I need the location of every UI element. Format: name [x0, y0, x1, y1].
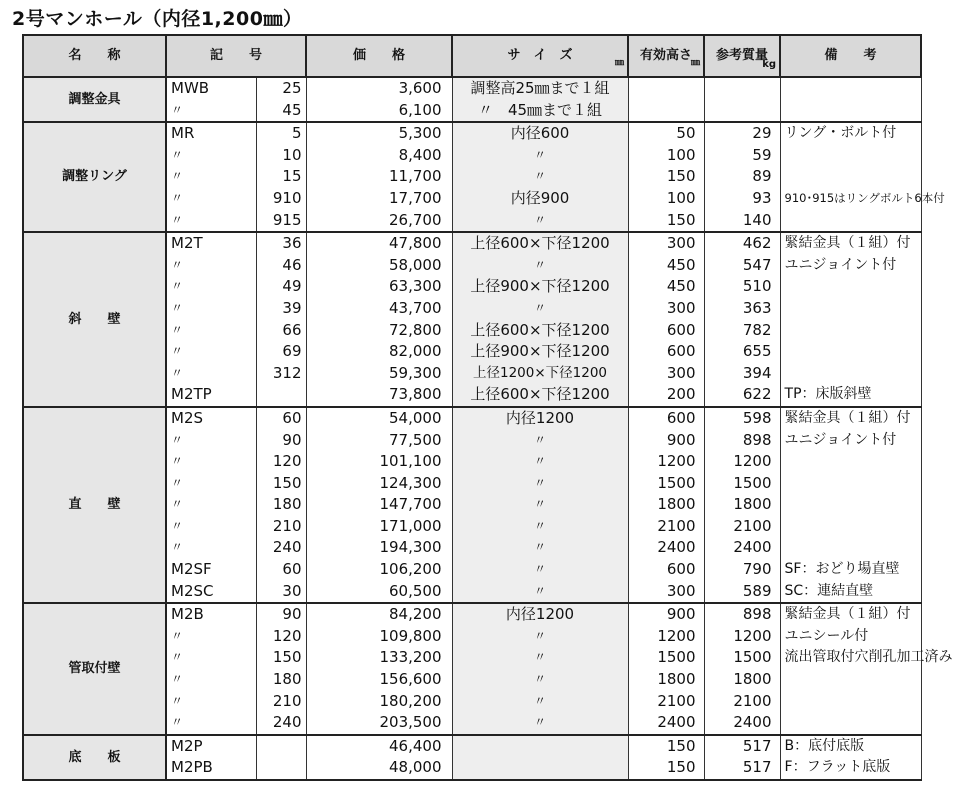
group-name: 底 板 — [23, 735, 166, 780]
size-cell: 〃 — [452, 712, 628, 735]
code-number-cell: 45 — [256, 100, 306, 123]
code-cell: M2T — [166, 232, 256, 255]
size-cell: 〃 — [452, 145, 628, 167]
note-cell — [780, 691, 921, 713]
weight-cell: 898 — [704, 430, 780, 452]
height-cell: 300 — [628, 298, 704, 320]
height-cell: 1200 — [628, 626, 704, 648]
price-cell: 5,300 — [306, 122, 452, 145]
code-number-cell: 15 — [256, 166, 306, 188]
height-cell: 600 — [628, 407, 704, 430]
page-title: 2号マンホール（内径1,200㎜） — [12, 8, 303, 30]
price-cell: 124,300 — [306, 473, 452, 495]
code-number-cell: 120 — [256, 451, 306, 473]
code-cell: 〃 — [166, 320, 256, 342]
table-row — [23, 603, 921, 626]
code-cell: M2B — [166, 603, 256, 626]
code-number-cell: 90 — [256, 603, 306, 626]
height-cell — [628, 77, 704, 100]
code-number-cell: 46 — [256, 255, 306, 277]
code-cell: M2P — [166, 735, 256, 758]
price-cell: 54,000 — [306, 407, 452, 430]
group-name: 直 壁 — [23, 407, 166, 603]
code-cell: 〃 — [166, 669, 256, 691]
note-cell: ユニシール付 — [780, 626, 921, 648]
note-cell — [780, 516, 921, 538]
weight-cell: 59 — [704, 145, 780, 167]
note-cell — [780, 363, 921, 385]
weight-cell: 782 — [704, 320, 780, 342]
price-cell: 84,200 — [306, 603, 452, 626]
size-cell: 上径900×下径1200 — [452, 341, 628, 363]
note-cell: TP：床版斜壁 — [780, 384, 921, 407]
height-cell: 300 — [628, 232, 704, 255]
code-number-cell: 5 — [256, 122, 306, 145]
table-row — [23, 407, 921, 430]
size-cell: 〃 — [452, 210, 628, 233]
code-cell: 〃 — [166, 626, 256, 648]
code-cell: 〃 — [166, 451, 256, 473]
size-cell — [452, 735, 628, 758]
size-cell: 〃 — [452, 537, 628, 559]
height-cell: 2100 — [628, 516, 704, 538]
note-cell: 緊結金具（１組）付 — [780, 407, 921, 430]
header-size — [452, 35, 628, 77]
height-cell: 1200 — [628, 451, 704, 473]
price-cell: 180,200 — [306, 691, 452, 713]
code-cell: 〃 — [166, 691, 256, 713]
height-cell: 200 — [628, 384, 704, 407]
size-cell: 〃 — [452, 626, 628, 648]
height-cell: 300 — [628, 581, 704, 604]
weight-cell: 1200 — [704, 626, 780, 648]
weight-cell: 2100 — [704, 691, 780, 713]
weight-cell: 93 — [704, 188, 780, 210]
code-cell: 〃 — [166, 341, 256, 363]
price-cell: 72,800 — [306, 320, 452, 342]
weight-cell: 29 — [704, 122, 780, 145]
price-cell: 47,800 — [306, 232, 452, 255]
table-row — [23, 735, 921, 758]
height-cell: 150 — [628, 735, 704, 758]
code-number-cell: 25 — [256, 77, 306, 100]
code-number-cell: 120 — [256, 626, 306, 648]
size-cell: 〃 — [452, 691, 628, 713]
size-cell — [452, 757, 628, 780]
price-cell: 147,700 — [306, 494, 452, 516]
header-size-unit: ㎜ — [615, 58, 625, 69]
code-cell: 〃 — [166, 255, 256, 277]
header-weight-label: 参考質量 — [716, 48, 769, 64]
weight-cell: 363 — [704, 298, 780, 320]
size-cell: 上径600×下径1200 — [452, 384, 628, 407]
code-number-cell: 69 — [256, 341, 306, 363]
weight-cell: 510 — [704, 276, 780, 298]
size-cell: 〃 — [452, 166, 628, 188]
height-cell: 450 — [628, 255, 704, 277]
code-cell: 〃 — [166, 494, 256, 516]
height-cell: 2400 — [628, 712, 704, 735]
price-cell: 17,700 — [306, 188, 452, 210]
height-cell: 2100 — [628, 691, 704, 713]
size-cell: 〃 — [452, 298, 628, 320]
code-number-cell: 30 — [256, 581, 306, 604]
weight-cell: 517 — [704, 757, 780, 780]
size-cell: 〃 — [452, 473, 628, 495]
note-cell: 緊結金具（１組）付 — [780, 232, 921, 255]
size-cell: 〃 45㎜まで１組 — [452, 100, 628, 123]
code-number-cell — [256, 757, 306, 780]
code-number-cell: 910 — [256, 188, 306, 210]
size-cell: 内径1200 — [452, 603, 628, 626]
price-cell: 11,700 — [306, 166, 452, 188]
note-cell — [780, 341, 921, 363]
code-number-cell: 10 — [256, 145, 306, 167]
table-row — [23, 77, 921, 100]
code-cell: MR — [166, 122, 256, 145]
weight-cell: 1500 — [704, 473, 780, 495]
price-cell: 6,100 — [306, 100, 452, 123]
height-cell: 1500 — [628, 647, 704, 669]
size-cell: 〃 — [452, 581, 628, 604]
height-cell: 1800 — [628, 494, 704, 516]
size-cell: 上径600×下径1200 — [452, 232, 628, 255]
size-cell: 内径900 — [452, 188, 628, 210]
weight-cell: 1200 — [704, 451, 780, 473]
code-number-cell: 240 — [256, 537, 306, 559]
code-cell: MWB — [166, 77, 256, 100]
size-cell: 調整高25㎜まで１組 — [452, 77, 628, 100]
code-cell: 〃 — [166, 647, 256, 669]
price-cell: 73,800 — [306, 384, 452, 407]
code-cell: M2SC — [166, 581, 256, 604]
price-cell: 58,000 — [306, 255, 452, 277]
group-name: 調整金具 — [23, 77, 166, 122]
size-cell: 〃 — [452, 494, 628, 516]
weight-cell — [704, 77, 780, 100]
weight-cell: 462 — [704, 232, 780, 255]
price-cell: 101,100 — [306, 451, 452, 473]
price-cell: 3,600 — [306, 77, 452, 100]
code-cell: 〃 — [166, 276, 256, 298]
note-cell: リング・ボルト付 — [780, 122, 921, 145]
size-cell: 内径1200 — [452, 407, 628, 430]
code-cell: 〃 — [166, 712, 256, 735]
height-cell: 450 — [628, 276, 704, 298]
size-cell: 上径900×下径1200 — [452, 276, 628, 298]
header-height — [628, 35, 704, 77]
price-cell: 194,300 — [306, 537, 452, 559]
height-cell: 150 — [628, 166, 704, 188]
height-cell: 900 — [628, 430, 704, 452]
price-cell: 60,500 — [306, 581, 452, 604]
height-cell: 2400 — [628, 537, 704, 559]
code-cell: M2PB — [166, 757, 256, 780]
code-cell: 〃 — [166, 516, 256, 538]
note-cell — [780, 451, 921, 473]
price-cell: 59,300 — [306, 363, 452, 385]
note-cell — [780, 669, 921, 691]
size-cell: 〃 — [452, 559, 628, 581]
height-cell: 100 — [628, 145, 704, 167]
code-number-cell: 312 — [256, 363, 306, 385]
price-cell: 133,200 — [306, 647, 452, 669]
price-cell: 156,600 — [306, 669, 452, 691]
price-cell: 46,400 — [306, 735, 452, 758]
size-cell: 〃 — [452, 669, 628, 691]
size-cell: 上径600×下径1200 — [452, 320, 628, 342]
note-cell: 緊結金具（１組）付 — [780, 603, 921, 626]
price-cell: 63,300 — [306, 276, 452, 298]
code-number-cell: 36 — [256, 232, 306, 255]
header-weight-unit: kg — [762, 59, 777, 71]
header-size-label: サ イ ズ — [507, 48, 573, 64]
code-cell: 〃 — [166, 363, 256, 385]
code-number-cell: 180 — [256, 494, 306, 516]
header-weight — [704, 35, 780, 77]
height-cell: 150 — [628, 210, 704, 233]
weight-cell: 598 — [704, 407, 780, 430]
note-cell: ユニジョイント付 — [780, 430, 921, 452]
note-cell: 流出管取付穴削孔加工済み — [780, 647, 921, 669]
code-number-cell: 66 — [256, 320, 306, 342]
weight-cell: 2400 — [704, 712, 780, 735]
note-cell — [780, 537, 921, 559]
weight-cell: 898 — [704, 603, 780, 626]
note-cell — [780, 166, 921, 188]
code-cell: M2TP — [166, 384, 256, 407]
note-cell — [780, 494, 921, 516]
weight-cell: 1500 — [704, 647, 780, 669]
size-cell: 〃 — [452, 516, 628, 538]
size-cell: 内径600 — [452, 122, 628, 145]
header-height-label: 有効高さ — [640, 48, 693, 64]
code-cell: 〃 — [166, 100, 256, 123]
code-number-cell — [256, 384, 306, 407]
size-cell: 上径1200×下径1200 — [452, 363, 628, 385]
code-number-cell: 150 — [256, 473, 306, 495]
note-cell: SF：おどり場直壁 — [780, 559, 921, 581]
price-cell: 48,000 — [306, 757, 452, 780]
height-cell: 1500 — [628, 473, 704, 495]
code-cell: 〃 — [166, 210, 256, 233]
group-name: 斜 壁 — [23, 232, 166, 407]
height-cell: 1800 — [628, 669, 704, 691]
weight-cell: 2100 — [704, 516, 780, 538]
height-cell: 50 — [628, 122, 704, 145]
size-cell: 〃 — [452, 451, 628, 473]
size-cell: 〃 — [452, 255, 628, 277]
weight-cell: 622 — [704, 384, 780, 407]
weight-cell: 394 — [704, 363, 780, 385]
weight-cell: 517 — [704, 735, 780, 758]
header-height-unit: ㎜ — [691, 58, 701, 69]
note-cell: SC：連結直壁 — [780, 581, 921, 604]
note-cell — [780, 320, 921, 342]
weight-cell: 140 — [704, 210, 780, 233]
note-cell — [780, 712, 921, 735]
note-cell — [780, 276, 921, 298]
note-cell: 910･915はリングボルト6本付 — [780, 188, 921, 210]
code-number-cell: 60 — [256, 407, 306, 430]
weight-cell: 790 — [704, 559, 780, 581]
weight-cell: 589 — [704, 581, 780, 604]
weight-cell: 655 — [704, 341, 780, 363]
code-number-cell: 180 — [256, 669, 306, 691]
code-number-cell: 49 — [256, 276, 306, 298]
price-cell: 77,500 — [306, 430, 452, 452]
height-cell: 600 — [628, 559, 704, 581]
size-cell: 〃 — [452, 430, 628, 452]
price-cell: 106,200 — [306, 559, 452, 581]
code-cell: 〃 — [166, 166, 256, 188]
table-row — [23, 122, 921, 145]
code-number-cell: 240 — [256, 712, 306, 735]
note-cell: ユニジョイント付 — [780, 255, 921, 277]
header-row — [23, 35, 921, 77]
height-cell: 600 — [628, 341, 704, 363]
note-cell — [780, 145, 921, 167]
price-cell: 8,400 — [306, 145, 452, 167]
code-number-cell: 60 — [256, 559, 306, 581]
price-cell: 43,700 — [306, 298, 452, 320]
note-cell — [780, 77, 921, 100]
weight-cell: 547 — [704, 255, 780, 277]
code-number-cell: 90 — [256, 430, 306, 452]
table-row — [23, 232, 921, 255]
note-cell — [780, 298, 921, 320]
height-cell: 100 — [628, 188, 704, 210]
group-name: 調整リング — [23, 122, 166, 232]
code-cell: M2SF — [166, 559, 256, 581]
manhole-price-table — [22, 34, 953, 781]
note-cell: F：フラット底版 — [780, 757, 921, 780]
code-cell: 〃 — [166, 473, 256, 495]
table-body — [23, 77, 953, 780]
code-cell: 〃 — [166, 188, 256, 210]
height-cell: 150 — [628, 757, 704, 780]
weight-cell: 2400 — [704, 537, 780, 559]
note-cell: B：底付底版 — [780, 735, 921, 758]
price-cell: 171,000 — [306, 516, 452, 538]
group-name: 管取付壁 — [23, 603, 166, 735]
height-cell: 600 — [628, 320, 704, 342]
code-cell: M2S — [166, 407, 256, 430]
header-name: 名 称 — [23, 35, 166, 77]
code-cell: 〃 — [166, 430, 256, 452]
code-number-cell: 39 — [256, 298, 306, 320]
code-number-cell: 210 — [256, 516, 306, 538]
note-cell — [780, 473, 921, 495]
size-cell: 〃 — [452, 647, 628, 669]
price-cell: 109,800 — [306, 626, 452, 648]
header-code: 記 号 — [166, 35, 306, 77]
height-cell: 900 — [628, 603, 704, 626]
height-cell: 300 — [628, 363, 704, 385]
header-note: 備 考 — [780, 35, 921, 77]
note-cell — [780, 210, 921, 233]
header-price: 価 格 — [306, 35, 452, 77]
weight-cell: 1800 — [704, 494, 780, 516]
weight-cell: 89 — [704, 166, 780, 188]
code-number-cell: 210 — [256, 691, 306, 713]
code-cell: 〃 — [166, 145, 256, 167]
code-number-cell: 915 — [256, 210, 306, 233]
price-cell: 26,700 — [306, 210, 452, 233]
weight-cell: 1800 — [704, 669, 780, 691]
weight-cell — [704, 100, 780, 123]
code-cell: 〃 — [166, 298, 256, 320]
height-cell — [628, 100, 704, 123]
code-cell: 〃 — [166, 537, 256, 559]
code-number-cell: 150 — [256, 647, 306, 669]
code-number-cell — [256, 735, 306, 758]
note-cell — [780, 100, 921, 123]
price-cell: 82,000 — [306, 341, 452, 363]
price-cell: 203,500 — [306, 712, 452, 735]
